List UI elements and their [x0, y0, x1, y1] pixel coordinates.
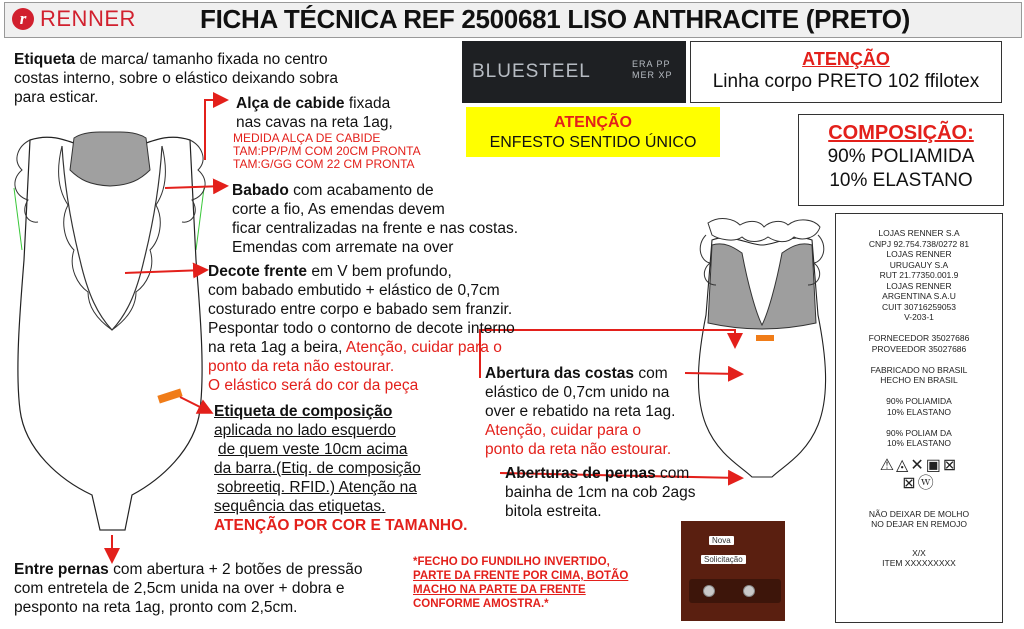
note-hanger-strap-red-2: TAM:PP/P/M COM 20CM PRONTA: [233, 144, 421, 158]
photo-tag-2: Solicitação: [701, 555, 746, 564]
care-label-line: CUIT 30716259053: [881, 301, 957, 312]
care-label-footer-2: NO DEJAR EN REMOJO: [871, 519, 967, 529]
care-label-footer-1: NÃO DEIXAR DE MOLHO: [868, 508, 970, 519]
bluesteel-size-line-1: ERA PP: [632, 59, 671, 69]
note-neckline-line-2: com babado embutido + elástico de 0,7cm: [208, 282, 500, 299]
note-composition-label-red: ATENÇÃO POR COR E TAMANHO.: [214, 517, 468, 534]
care-label-line: LOJAS RENNER: [886, 280, 952, 291]
note-hanger-strap: [233, 94, 486, 171]
note-composition-label: [214, 402, 514, 535]
care-symbols-row-2: ⊠ⓦ: [902, 474, 936, 492]
note-leg-openings-line-1: com: [655, 465, 690, 482]
note-composition-label-line-1: aplicada no lado esquerdo: [214, 422, 396, 439]
care-label-line: [836, 354, 1002, 365]
care-label-card: [835, 213, 1003, 623]
note-back-opening-line-3: over e rebatido na reta 1ag.: [485, 403, 676, 420]
note-neckline-line-4: Pespontar todo o contorno de decote interno: [208, 320, 515, 337]
note-back-opening-line-2: elástico de 0,7cm unido na: [485, 384, 670, 401]
care-symbols-row-1: ⚠◬✕▣⊠: [879, 456, 959, 474]
care-label-line: URUGAUY S.A: [889, 259, 949, 270]
note-crotch-closure-line-3: MACHO NA PARTE DA FRENTE: [413, 584, 586, 596]
note-hanger-strap-red-1: MEDIDA ALÇA DE CABIDE: [233, 131, 381, 145]
attention-thread-heading: ATENÇÃO: [802, 49, 890, 69]
bluesteel-brand-text: BLUESTEEL: [472, 61, 591, 82]
note-neckline-line-1: em V bem profundo,: [307, 263, 452, 280]
bluesteel-size-line-2: MER XP: [632, 70, 673, 80]
note-neckline-red-2: ponto da reta não estourar.: [208, 358, 395, 375]
note-ruffle-line-3: ficar centralizadas na frente e nas costas.: [232, 220, 519, 237]
note-neckline-red-1: Atenção, cuidar para o: [345, 339, 502, 356]
care-label-line: ARGENTINA S.A.U: [882, 291, 956, 301]
note-crotch-closure-line-4: CONFORME AMOSTRA.*: [413, 598, 549, 610]
photo-snap-2: [743, 585, 755, 597]
attention-thread-text: Linha corpo PRETO 102 ffilotex: [712, 71, 980, 92]
note-crotch-line-2: com entretela de 2,5cm unida na over + dobra e: [14, 580, 345, 597]
page-title: FICHA TÉCNICA REF 2500681 LISO ANTHRACITE (PRETO): [200, 4, 911, 34]
note-neckline-line-3: costurado entre corpo e babado sem franzir.: [208, 301, 513, 318]
attention-spread-heading: ATENÇÃO: [554, 114, 632, 131]
note-composition-label-line-2: de quem veste 10cm acima: [218, 441, 408, 458]
note-neckline-red-3: O elástico será do cor da peça: [208, 377, 419, 394]
care-label-line: CNPJ 92.754.738/0272 81: [868, 238, 970, 249]
note-hanger-strap-line-1: fixada: [344, 95, 391, 112]
note-brand-label-line-3: para esticar.: [14, 89, 99, 106]
composition-heading: COMPOSIÇÃO:: [828, 122, 974, 144]
care-label-line: [836, 323, 1002, 334]
care-label-line: 10% ELASTANO: [886, 406, 952, 417]
note-neckline-line-5: na reta 1ag a beira,: [208, 339, 346, 356]
care-label-line: FORNECEDOR 35027686: [868, 333, 970, 343]
note-composition-label-bold: Etiqueta de composição: [214, 403, 393, 420]
note-composition-label-line-5: sequência das etiquetas.: [214, 498, 386, 515]
note-crotch-closure: [413, 555, 675, 611]
care-label-footer-3: X/X: [912, 547, 926, 558]
note-brand-label-line-2: costas interno, sobre o elástico deixando sobra: [14, 70, 338, 87]
care-label-line: [836, 417, 1002, 428]
note-back-opening-line-1: com: [634, 365, 668, 382]
note-brand-label-line-1: de marca/ tamanho fixada no centro: [75, 51, 328, 68]
note-crotch-bold: Entre pernas: [14, 561, 109, 578]
photo-tag-1: Nova: [709, 536, 734, 545]
note-leg-openings-bold: Aberturas de pernas: [505, 465, 656, 482]
note-hanger-strap-bold: Alça de cabide: [236, 95, 345, 112]
crotch-closure-photo: [681, 521, 785, 621]
note-ruffle-line-4: Emendas com arremate na over: [232, 239, 454, 256]
care-label-footer-4: ITEM XXXXXXXXX: [882, 558, 956, 568]
note-composition-label-line-4: sobreetiq. RFID.) Atenção na: [217, 479, 417, 496]
care-label-line: [836, 386, 1002, 397]
note-crotch-line-1: com abertura + 2 botões de pressão: [108, 561, 363, 578]
care-label-lines: [836, 228, 1002, 449]
note-back-opening-bold: Abertura das costas: [485, 365, 635, 382]
note-back-opening-red-1: Atenção, cuidar para o: [485, 422, 641, 439]
care-label-line: 90% POLIAMIDA: [886, 396, 952, 406]
renner-logo-text: RENNER: [40, 6, 136, 31]
note-brand-label-bold: Etiqueta: [14, 51, 76, 68]
note-hanger-strap-line-2: nas cavas na reta 1ag,: [236, 114, 393, 131]
note-crotch: [14, 560, 414, 617]
care-label-line: LOJAS RENNER S.A: [878, 228, 960, 238]
note-composition-label-line-3: da barra.(Etiq. de composição: [214, 460, 421, 477]
care-label-line: HECHO EN BRASIL: [880, 375, 958, 385]
care-label-line: PROVEEDOR 35027686: [871, 343, 967, 354]
renner-logo-icon: r: [12, 8, 34, 30]
note-back-opening-red-2: ponto da reta não estourar.: [485, 441, 672, 458]
note-leg-openings-line-2: bainha de 1cm na cob 2ags: [505, 484, 696, 501]
note-crotch-closure-line-2: PARTE DA FRENTE POR CIMA, BOTÃO: [413, 570, 629, 582]
note-ruffle-line-2: corte a fio, As emendas devem: [232, 201, 445, 218]
care-label-line: RUT 21.77350.001.9: [879, 270, 959, 280]
note-hanger-strap-red-3: TAM:G/GG COM 22 CM PRONTA: [233, 157, 415, 171]
composition-line-1: 90% POLIAMIDA: [827, 146, 975, 167]
care-label-line: 90% POLIAM DA: [886, 427, 952, 438]
attention-spread-text: ENFESTO SENTIDO ÚNICO: [489, 134, 697, 151]
composition-line-2: 10% ELASTANO: [829, 170, 973, 191]
note-ruffle-line-1: com acabamento de: [288, 182, 434, 199]
note-crotch-line-3: pesponto na reta 1ag, pronto com 2,5cm.: [14, 599, 298, 616]
note-leg-openings: [505, 464, 745, 521]
note-ruffle: [232, 181, 572, 257]
care-label-line: 10% ELASTANO: [886, 438, 952, 448]
note-leg-openings-line-3: bitola estreita.: [505, 503, 602, 520]
care-label-line: FABRICADO NO BRASIL: [870, 364, 968, 375]
photo-snap-1: [703, 585, 715, 597]
note-neckline-bold: Decote frente: [208, 263, 308, 280]
note-crotch-closure-line-1: *FECHO DO FUNDILHO INVERTIDO,: [413, 556, 610, 568]
note-back-opening: [485, 364, 725, 459]
note-ruffle-bold: Babado: [232, 182, 289, 199]
care-label-line: LOJAS RENNER: [886, 249, 952, 259]
care-label-line: V-203-1: [904, 312, 934, 322]
